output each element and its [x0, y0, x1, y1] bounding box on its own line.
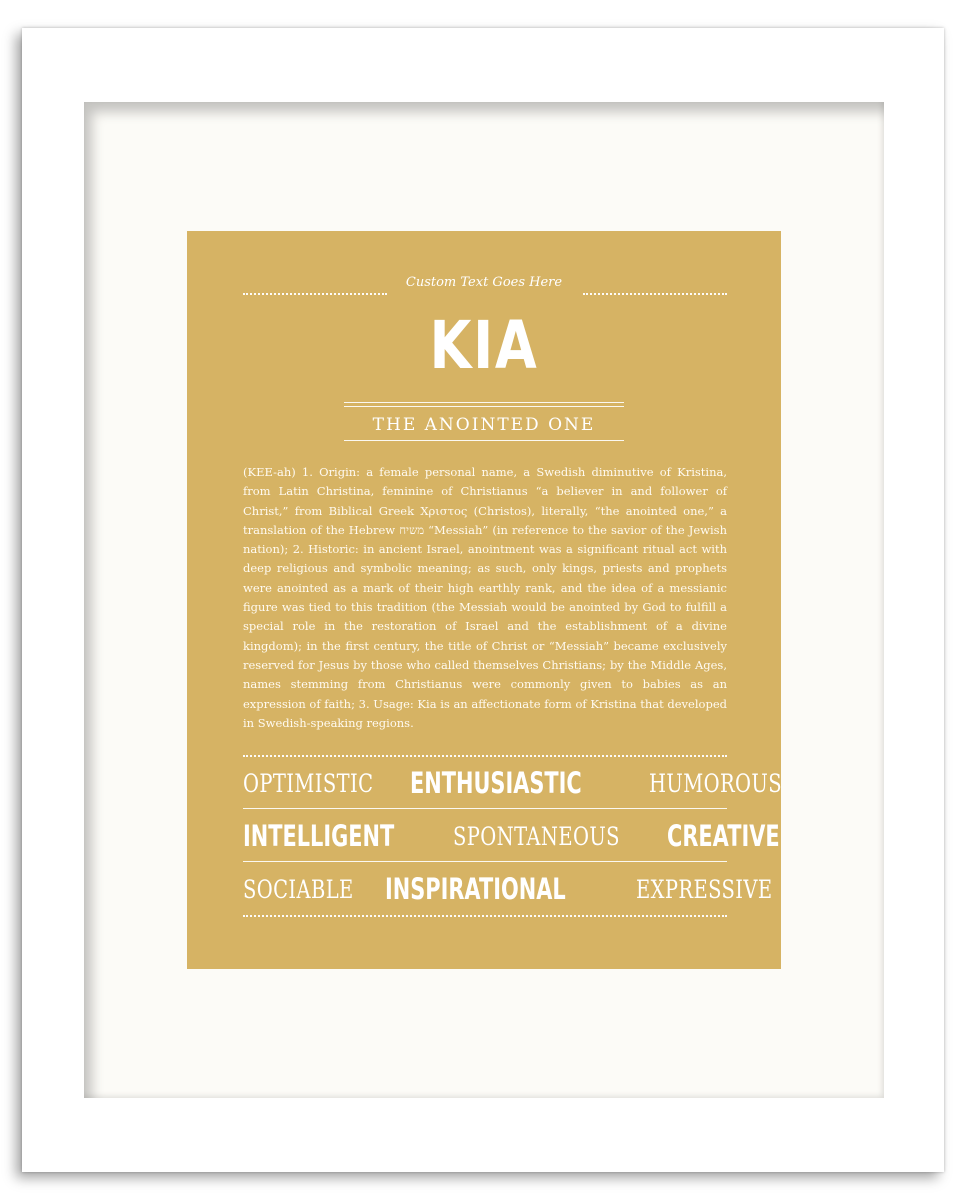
trait: HUMOROUS — [648, 768, 782, 798]
trait-row-2 — [243, 818, 780, 854]
name-meaning: THE ANOINTED ONE — [372, 415, 596, 435]
name-print — [187, 231, 781, 969]
rule-top — [344, 402, 624, 403]
trait: OPTIMISTIC — [243, 768, 374, 798]
rule-top-2 — [344, 406, 624, 407]
dotted-divider-left — [243, 293, 387, 295]
name-definition: (KEE-ah) 1. Origin: a female personal name, a Swedish diminutive of Kristina, from Latin Christina, feminine of Christianus “a believer in and follower of Christ,” from Biblical Greek Χριστος (Christos), literally, “the anointed one,” a translation of the Hebrew משיח “Messiah” (in reference to the savior of the Jewish nation); 2. Historic: in ancient Israel, anointment was a significant ritual act with deep religious and symbolic meaning; as such, only kings, priests and prophets were anointed as a mark of their high earthly rank, and the idea of a messianic figure was tied to this tradition (the Messiah would be anointed by God to fulfill a special role in the restoration of Israel and the establishment of a divine kingdom); in the first century, the title of Christ or “Messiah” became exclusively reserved for Jesus by those who called themselves Christians; by the Middle Ages, names stemming from Christianus were commonly given to babies as an expression of faith; 3. Usage: Kia is an affectionate form of Kristina that developed in Swedish-speaking regions. — [243, 465, 727, 730]
trait: INTELLIGENT — [243, 819, 395, 853]
trait-separator-2 — [243, 861, 727, 862]
trait: SOCIABLE — [243, 874, 354, 904]
trait: SPONTANEOUS — [453, 821, 620, 851]
trait-row-1 — [243, 765, 782, 801]
picture-frame — [22, 28, 944, 1172]
trait: INSPIRATIONAL — [384, 872, 566, 906]
trait-separator-1 — [243, 808, 727, 809]
trait: EXPRESSIVE — [635, 874, 773, 904]
frame-mat — [84, 102, 884, 1098]
print-name: KIA — [429, 307, 539, 384]
dotted-divider-traits-bottom — [243, 915, 727, 917]
rule-bottom — [344, 440, 624, 441]
custom-text: Custom Text Goes Here — [405, 275, 563, 290]
trait: CREATIVE — [667, 819, 780, 853]
dotted-divider-right — [583, 293, 727, 295]
trait: ENTHUSIASTIC — [410, 766, 582, 800]
trait-row-3 — [243, 871, 773, 907]
dotted-divider-traits-top — [243, 755, 727, 757]
